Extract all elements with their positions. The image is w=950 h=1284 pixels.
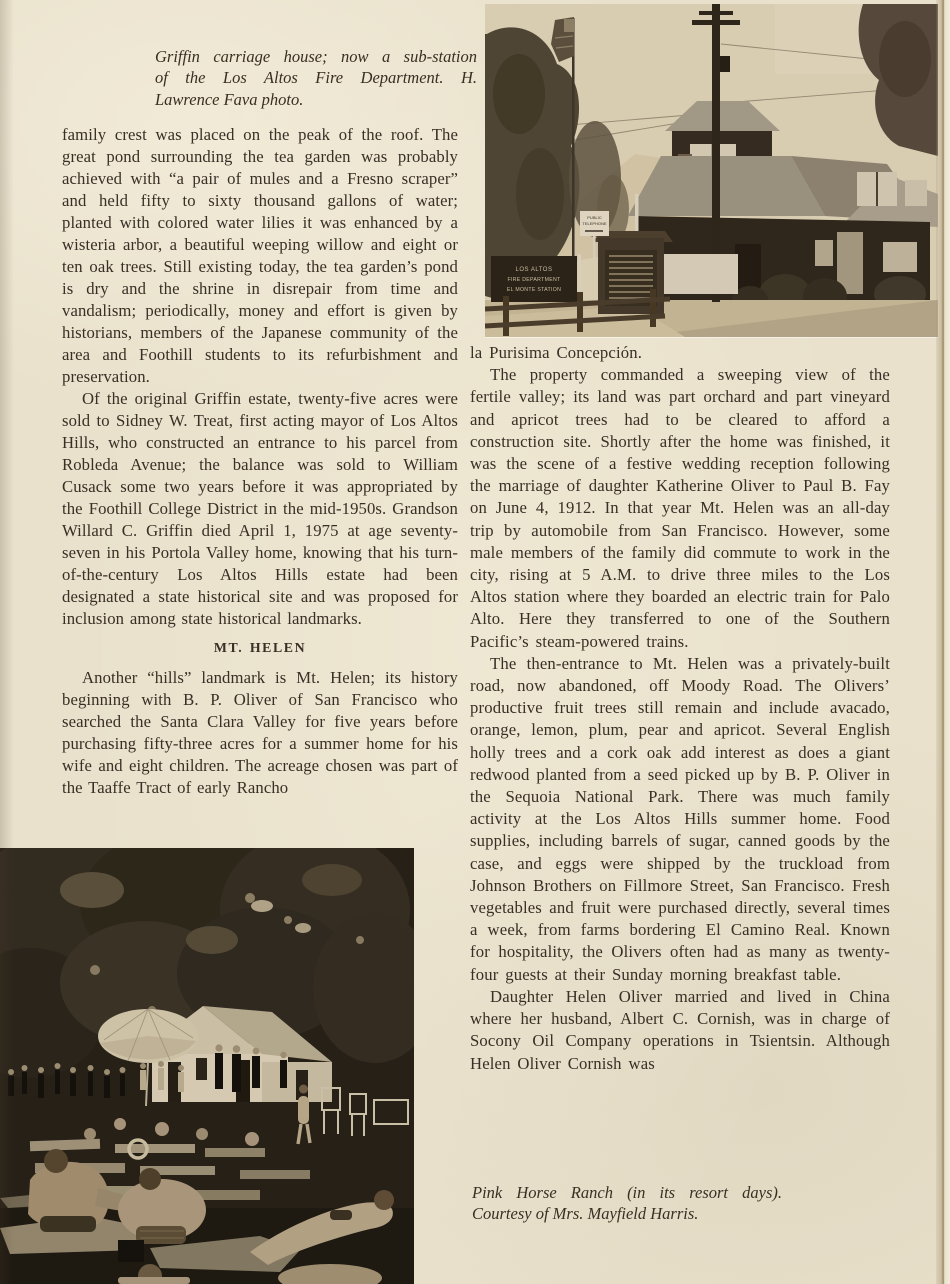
caption-line: Griffin carriage house; now a sub-station bbox=[155, 47, 477, 66]
resort-photo-art bbox=[0, 848, 414, 1284]
caption-line: Courtesy of Mrs. Mayfield Harris. bbox=[472, 1204, 699, 1224]
caption-line: Pink Horse Ranch (in its resort days). bbox=[472, 1183, 782, 1202]
paragraph: Daughter Helen Oliver married and lived in China where her husband, Albert C. Cornish, was in charge of Socony Oil Company operations in Tsientsin. Although Helen Oliver Cornish was bbox=[470, 986, 890, 1073]
section-heading-mt-helen: MT. HELEN bbox=[213, 640, 307, 655]
paragraph: family crest was placed on the peak of the roof. The great pond surrounding the tea garden was probably achieved with “a pair of mules and a Fresno scraper” and held fifty to sixty thousand gallons of water; planted with colored water lilies it was enhanced by a wisteria arbor, a beautiful weeping willow and eight or ten oak trees. Still existing today, the tea garden’s pond is dry and the shrine in disrepair from time and vandalism; periodically, money and effort is given by historians, members of the Japanese community of the area and Foothill students to its refurbishment and preservation. bbox=[62, 125, 458, 386]
resort-photo bbox=[0, 848, 414, 1284]
white-wall bbox=[653, 254, 738, 294]
sign-text: FIRE DEPARTMENT bbox=[507, 277, 561, 283]
paragraph: Of the original Griffin estate, twenty-five acres were sold to Sidney W. Treat, first acting mayor of Los Altos Hills, who constructed an entrance to his parcel from Robleda Avenue; the balance was sold to William Cusack some two years before it was appropriated by the Foothill College District in the mid-1950s. Grandson Willard C. Griffin died April 1, 1975 at age seventy-seven in his Portola Valley home, knowing that his turn-of-the-century Los Altos Hills estate had been designated a state historical site and was proposed for inclusion among state historical landmarks. bbox=[62, 389, 458, 628]
fire-station-photo bbox=[485, 4, 938, 337]
paragraph: Another “hills” landmark is Mt. Helen; its history beginning with B. P. Oliver of San Francisco who searched the Santa Clara Valley for five years before purchasing fifty-three acres for a summer home for his wife and eight children. The acreage chosen was part of the Taaffe Tract of early Rancho bbox=[62, 668, 458, 797]
page-right-edge bbox=[936, 0, 950, 1284]
fire-station-photo-art bbox=[485, 4, 938, 337]
sign-text: LOS ALTOS bbox=[515, 267, 553, 273]
phone-sign-text: TELEPHONE bbox=[582, 221, 607, 226]
left-text-column bbox=[62, 124, 458, 799]
caption-line: of the Los Altos Fire Department. H. bbox=[155, 68, 477, 88]
phone-sign-text: PUBLIC bbox=[587, 215, 602, 220]
dark-box bbox=[118, 1240, 144, 1262]
right-text-column bbox=[470, 342, 890, 1075]
sign-text: EL MONTE STATION bbox=[506, 287, 562, 293]
photo-caption-top bbox=[155, 46, 477, 110]
paragraph: la Purisima Concepción. bbox=[470, 343, 643, 362]
caption-line: Lawrence Fava photo. bbox=[155, 89, 304, 109]
paragraph: The then-entrance to Mt. Helen was a privately-built road, now abandoned, off Moody Road. The Olivers’ productive fruit trees still remain and include avacado, orange, lemon, plum, pear and apricot. Several English holly trees and a cork oak add interest as does a giant redwood planted from a seed picked up by B. P. Oliver in the Sequoia National Park. There was much family activity at the Los Altos Hills summer home. Food supplies, including barrels of sugar, canned goods by the case, and eggs were shipped by the truckload from Johnson Brothers on Fillmore Street, San Francisco. Fresh vegetables and fruit were purchased directly, several times a week, from farms bordering El Camino Real. Known for hospitality, the Olivers often had as many as twenty-four guests at their Sunday morning breakfast table. bbox=[470, 653, 890, 984]
paragraph: The property commanded a sweeping view of the fertile valley; its land was part orchard and part vineyard and apricot trees had to be cleared to afford a construction site. Shortly after the home was finished, it was the scene of a festive wedding reception following the marriage of daughter Katherine Oliver to Paul B. Fay on June 4, 1912. In that year Mt. Helen was an all-day trip by automobile from San Francisco. However, some male members of the family did commute to work in the city, rising at 5 A.M. to drive three miles to the Los Altos station where they boarded an electric train for Palo Alto. Here they transferred to one of the Southern Pacific’s steam-powered trains. bbox=[470, 365, 890, 651]
photo-caption-bottom bbox=[472, 1182, 892, 1225]
